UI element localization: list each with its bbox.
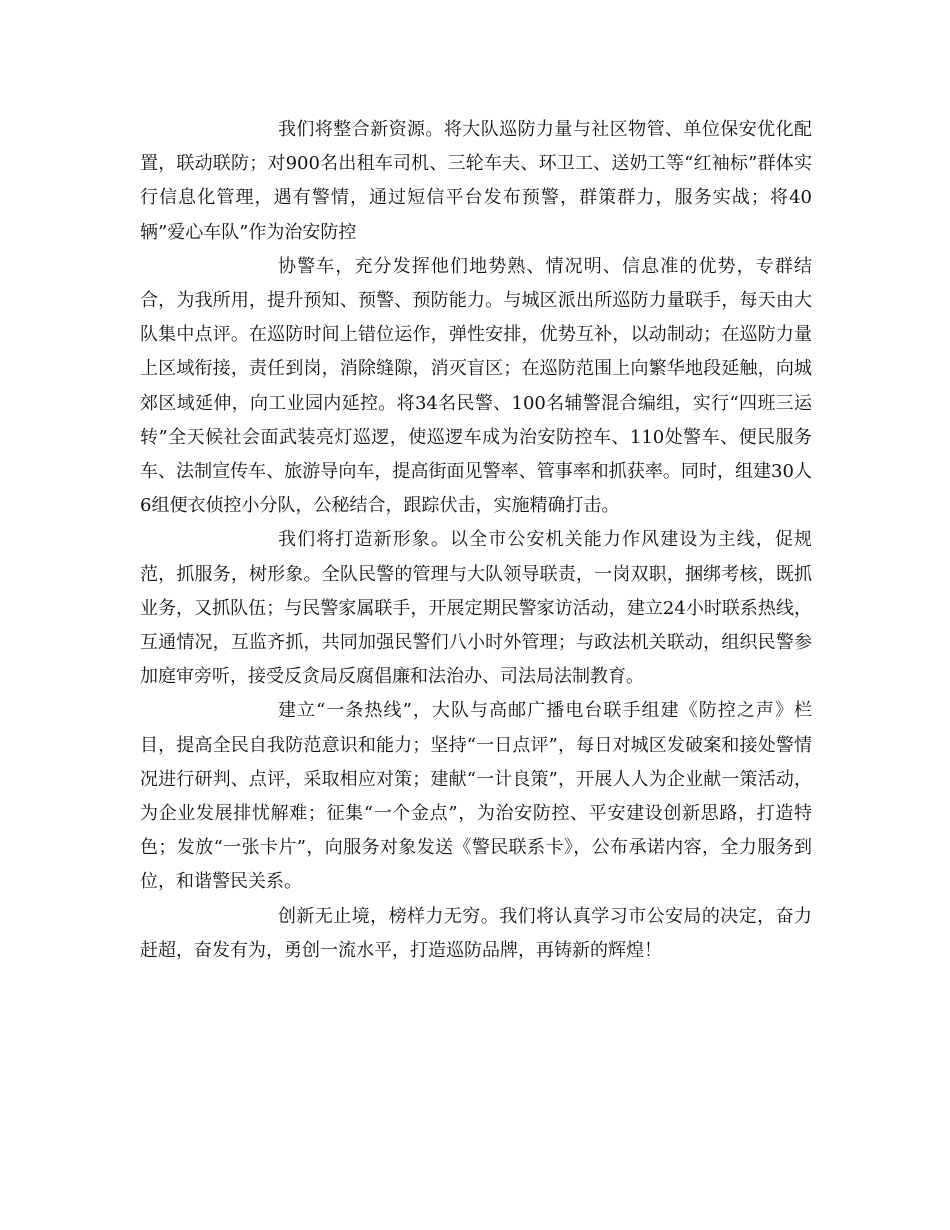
paragraph-five-ones: 建立“一条热线”，大队与高邮广播电台联手组建《防控之声》栏目，提高全民自我防范意识和能力；坚持“一日点评”，每日对城区发破案和接处警情况进行研判、点评，采取相应对策；建献“一计良策”，开展人人为企业献一策活动，为企业发展排忧解难；征集“一个金点”，为治安防控、平安建设创新思路，打造特色；发放“一张卡片”，向服务对象发送《警民联系卡》，公布承诺内容，全力服务到位，和谐警民关系。 xyxy=(140,700,812,893)
paragraph-patrol-cooperation: 协警车，充分发挥他们地势熟、情况明、信息准的优势，专群结合，为我所用，提升预知、预警、预防能力。与城区派出所巡防力量联手，每天由大队集中点评。在巡防时间上错位运作，弹性安排，优势互补，以动制动；在巡防力量上区域衔接，责任到岗，消除缝隙，消灭盲区；在巡防范围上向繁华地段延触，向城郊区域延伸，向工业园内延控。将34名民警、100名辅警混合编组，实行“四班三运转”全天候社会面武装亮灯巡逻，使巡逻车成为治安防控车、110处警车、便民服务车、法制宣传车、旅游导向车，提高街面见警率、管事率和抓获率。同时，组建30人6组便衣侦控小分队，公秘结合，跟踪伏击，实施精确打击。 xyxy=(140,255,812,517)
paragraph-conclusion: 创新无止境，榜样力无穷。我们将认真学习市公安局的决定，奋力赶超，奋发有为，勇创一流水平，打造巡防品牌，再铸新的辉煌！ xyxy=(140,905,812,961)
document-body xyxy=(140,113,812,968)
paragraph-new-resources: 我们将整合新资源。将大队巡防力量与社区物管、单位保安优化配置，联动联防；对900名出租车司机、三轮车夫、环卫工、送奶工等“红袖标”群体实行信息化管理，遇有警情，通过短信平台发布预警，群策群力，服务实战；将40辆”爱心车队”作为治安防控 xyxy=(140,119,812,243)
paragraph-new-image: 我们将打造新形象。以全市公安机关能力作风建设为主线，促规范，抓服务，树形象。全队民警的管理与大队领导联责，一岗双职，捆绑考核，既抓业务，又抓队伍；与民警家属联手，开展定期民警家访活动，建立24小时联系热线，互通情况，互监齐抓，共同加强民警们八小时外管理；与政法机关联动，组织民警参加庭审旁听，接受反贪局反腐倡廉和法治办、司法局法制教育。 xyxy=(140,529,812,688)
